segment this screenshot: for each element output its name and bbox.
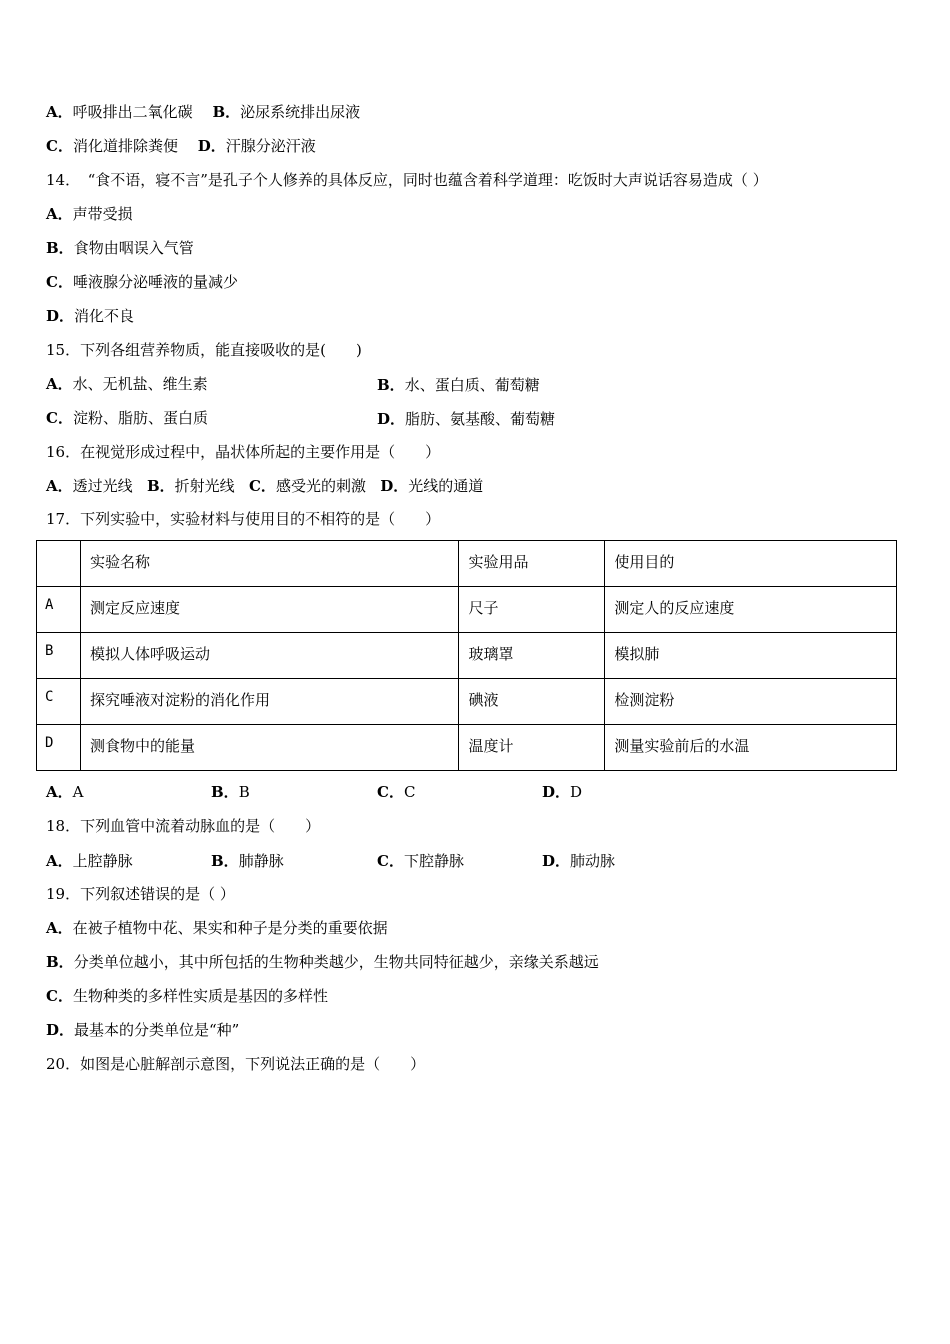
- option-letter: D．: [46, 307, 75, 325]
- q15-option-c: [46, 408, 208, 428]
- option-letter: B．: [211, 783, 239, 801]
- q18-option-b: [211, 850, 284, 871]
- option-text: 水、蛋白质、葡萄糖: [404, 376, 540, 394]
- q14-option-d: [46, 306, 134, 326]
- table-cell: 检测淀粉: [605, 679, 897, 725]
- option-letter: C．: [46, 987, 73, 1005]
- option-letter: A．: [46, 205, 73, 223]
- table-header-cell: [37, 541, 81, 587]
- q19-stem: 19．下列叙述错误的是（ ）: [46, 885, 235, 903]
- q14-option-a: [46, 204, 133, 224]
- option-text: B: [238, 783, 250, 801]
- table-cell: 探究唾液对淀粉的消化作用: [80, 679, 459, 725]
- table-cell: 模拟人体呼吸运动: [80, 633, 459, 679]
- option-letter: D．: [542, 783, 571, 801]
- option-text: 生物种类的多样性实质是基因的多样性: [72, 987, 328, 1005]
- q16-options: [46, 476, 483, 496]
- table-cell: 测食物中的能量: [80, 725, 459, 771]
- option-letter: A．: [46, 375, 73, 393]
- option-letter: A．: [46, 852, 73, 870]
- option-text: 食物由咽误入气管: [73, 239, 194, 257]
- option-letter: D．: [377, 410, 406, 428]
- option-letter: B．: [211, 852, 239, 870]
- option-text: 水、无机盐、维生素: [72, 375, 208, 393]
- option-letter: C．: [377, 783, 404, 801]
- option-text: 最基本的分类单位是“种”: [74, 1021, 240, 1039]
- option-letter: B．: [46, 953, 74, 971]
- table-cell: 测定人的反应速度: [605, 587, 897, 633]
- option-letter: B．: [377, 376, 405, 394]
- q15-option-d: [377, 408, 555, 429]
- option-letter: D．: [46, 1021, 75, 1039]
- option-text: 光线的通道: [408, 477, 484, 495]
- option-text: 感受光的刺激: [275, 477, 366, 495]
- option-letter: C．: [248, 477, 276, 495]
- option-text: D: [570, 783, 583, 801]
- table-cell: 测量实验前后的水温: [605, 725, 897, 771]
- q19-option-a: [46, 918, 388, 938]
- option-letter: C．: [46, 273, 73, 291]
- table-cell: B: [37, 633, 81, 679]
- option-text: C: [403, 783, 416, 801]
- table-row: [37, 633, 897, 679]
- q15-option-b: [377, 374, 540, 395]
- q17-option-b: [211, 781, 250, 802]
- table-cell: 玻璃罩: [459, 633, 605, 679]
- table-row: [37, 587, 897, 633]
- option-text: 上腔静脉: [72, 852, 133, 870]
- table-row: [37, 725, 897, 771]
- option-letter: C．: [46, 409, 73, 427]
- option-text: 下腔静脉: [403, 852, 464, 870]
- option-letter: A．: [46, 477, 73, 495]
- option-text: 折射光线: [174, 477, 235, 495]
- q14-stem: 14． “食不语，寝不言”是孔子个人修养的具体反应，同时也蕴含着科学道理：吃饭时大声说话容易造成（ ）: [46, 171, 768, 189]
- table-cell: 碘液: [459, 679, 605, 725]
- option-letter: C．: [46, 137, 73, 155]
- table-cell: A: [37, 587, 81, 633]
- table-row: [37, 679, 897, 725]
- q19-option-c: [46, 986, 328, 1006]
- q14-option-b: [46, 238, 194, 258]
- option-text: 在被子植物中花、果实和种子是分类的重要依据: [72, 919, 388, 937]
- experiment-table: [36, 540, 897, 771]
- option-text: 泌尿系统排出尿液: [240, 103, 361, 121]
- option-letter: D．: [380, 477, 409, 495]
- option-letter: B．: [146, 477, 175, 495]
- table-header-row: [37, 541, 897, 587]
- table-header-cell: 使用目的: [605, 541, 897, 587]
- option-letter: A．: [46, 783, 73, 801]
- option-letter: D．: [197, 137, 226, 155]
- q20-stem: 20．如图是心脏解剖示意图，下列说法正确的是（ ）: [46, 1055, 426, 1073]
- option-text: 分类单位越小，其中所包括的生物种类越少，生物共同特征越少，亲缘关系越远: [73, 953, 599, 971]
- table-cell: 尺子: [459, 587, 605, 633]
- q19-option-d: [46, 1020, 239, 1040]
- option-text: 消化道排除粪便: [72, 137, 178, 155]
- option-text: 脂肪、氨基酸、葡萄糖: [405, 410, 556, 428]
- q15-option-a: [46, 374, 208, 394]
- option-letter: C．: [377, 852, 404, 870]
- q18-option-d: [542, 850, 615, 871]
- q13-options-row-2: [46, 136, 316, 156]
- q15-stem: 15．下列各组营养物质，能直接吸收的是( ): [46, 341, 362, 359]
- option-text: 汗腺分泌汗液: [225, 137, 316, 155]
- option-letter: A．: [46, 919, 73, 937]
- q18-stem: 18．下列血管中流着动脉血的是（ ）: [46, 817, 321, 835]
- table-header-cell: 实验用品: [459, 541, 605, 587]
- q14-option-c: [46, 272, 238, 292]
- option-text: 透过光线: [72, 477, 133, 495]
- option-letter: D．: [542, 852, 571, 870]
- q17-option-d: [542, 781, 582, 802]
- q17-stem: 17．下列实验中，实验材料与使用目的不相符的是（ ）: [46, 510, 441, 528]
- option-text: A: [72, 783, 84, 801]
- q13-options-row-1: [46, 102, 360, 122]
- q17-option-a: [46, 781, 83, 802]
- option-text: 声带受损: [72, 205, 133, 223]
- option-text: 唾液腺分泌唾液的量减少: [72, 273, 238, 291]
- option-text: 消化不良: [74, 307, 135, 325]
- option-text: 淀粉、脂肪、蛋白质: [72, 409, 208, 427]
- table-cell: 测定反应速度: [80, 587, 459, 633]
- q18-option-a: [46, 850, 133, 871]
- option-text: 肺静脉: [238, 852, 284, 870]
- q17-option-c: [377, 781, 415, 802]
- option-letter: B．: [212, 103, 241, 121]
- table-header-cell: 实验名称: [80, 541, 459, 587]
- q16-stem: 16．在视觉形成过程中，晶状体所起的主要作用是（ ）: [46, 443, 441, 461]
- q19-option-b: [46, 952, 599, 972]
- option-letter: B．: [46, 239, 74, 257]
- option-text: 肺动脉: [570, 852, 616, 870]
- table-cell: 模拟肺: [605, 633, 897, 679]
- option-text: 呼吸排出二氧化碳: [72, 103, 193, 121]
- q18-option-c: [377, 850, 464, 871]
- table-cell: C: [37, 679, 81, 725]
- table-cell: 温度计: [459, 725, 605, 771]
- table-cell: D: [37, 725, 81, 771]
- option-letter: A．: [46, 103, 73, 121]
